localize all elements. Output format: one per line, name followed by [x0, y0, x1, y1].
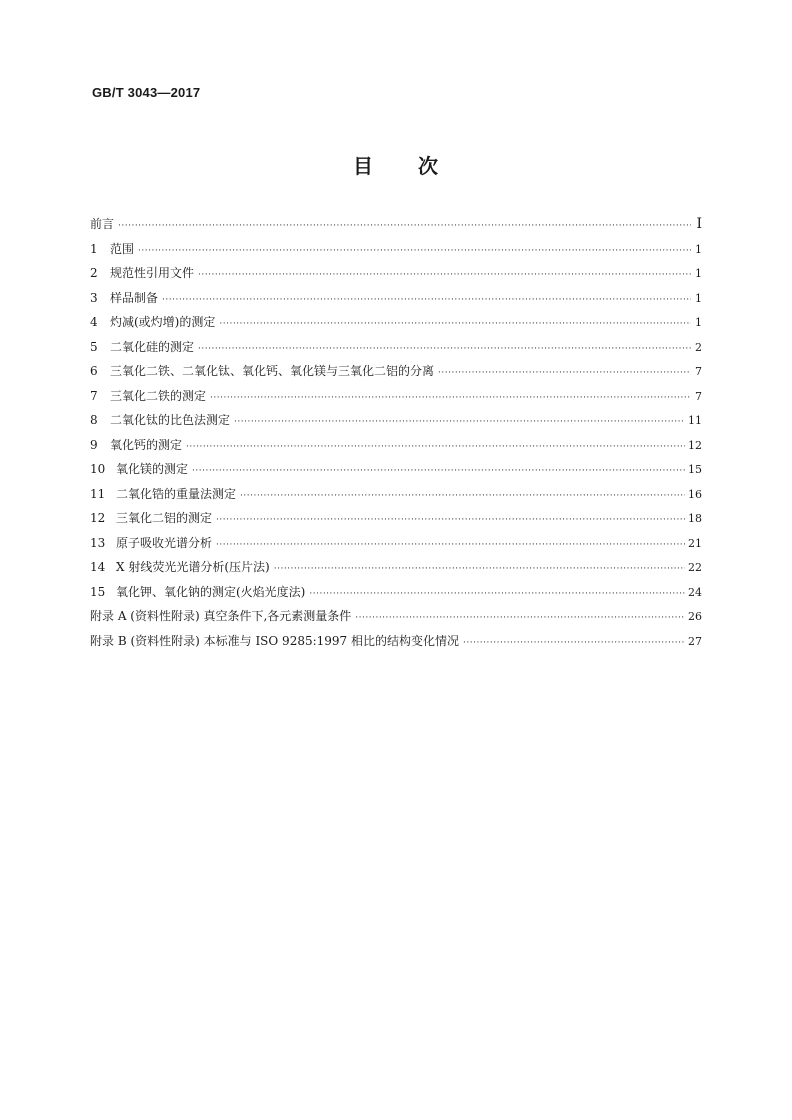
toc-entry-title — [90, 460, 188, 477]
toc-entry-title — [90, 485, 236, 502]
toc-leader-dots — [355, 613, 685, 623]
toc-entry-label: 三氧化二铁的测定 — [110, 388, 207, 403]
toc-entry-label: X 射线荧光光谱分析(压片法) — [116, 560, 270, 574]
toc-leader-dots — [240, 491, 685, 501]
toc-entry-page: 22 — [688, 561, 702, 574]
toc-entry-page: 1 — [695, 242, 702, 256]
toc-entry-label: 前言 — [90, 217, 115, 231]
toc-entry-label: 氧化钾、氧化钠的测定(火焰光度法) — [116, 584, 306, 599]
toc-entry-label: 氧化镁的测定 — [116, 462, 189, 476]
toc-entry-label: 氧化钙的测定 — [110, 437, 183, 452]
toc-entry-page: 21 — [688, 536, 702, 550]
toc-entry-number: 1 — [90, 241, 98, 256]
toc-entry-title — [90, 313, 215, 330]
standard-code: GB/T 3043—2017 — [92, 85, 201, 100]
toc-entry[interactable] — [90, 534, 702, 559]
toc-entry[interactable] — [90, 387, 702, 412]
toc-entry[interactable] — [90, 632, 702, 657]
toc-entry-number: 5 — [90, 339, 98, 354]
toc-leader-dots — [198, 270, 691, 280]
toc-leader-dots — [274, 564, 685, 574]
toc-entry-number: 14 — [90, 560, 106, 574]
toc-entry-page: 26 — [688, 610, 702, 623]
toc-entry-title — [90, 387, 206, 404]
toc-leader-dots — [309, 589, 685, 599]
toc-entry-label: 附录 B (资料性附录) 本标准与 ISO 9285:1997 相比的结构变化情况 — [90, 633, 459, 648]
toc-entry-page: 1 — [695, 316, 702, 329]
toc-entry[interactable] — [90, 558, 702, 583]
toc-entry-number: 12 — [90, 511, 106, 525]
toc-entry-label: 二氧化锆的重量法测定 — [116, 486, 237, 501]
toc-entry[interactable] — [90, 362, 702, 387]
toc-entry[interactable] — [90, 411, 702, 436]
toc-entry-label: 三氧化二铁、二氧化钛、氧化钙、氧化镁与三氧化二铝的分离 — [110, 364, 435, 378]
toc-entry-number: 11 — [90, 486, 106, 501]
toc-entry[interactable] — [90, 460, 702, 485]
toc-entry-label: 范围 — [110, 241, 135, 256]
toc-leader-dots — [186, 442, 685, 452]
toc-entry-label: 三氧化二铝的测定 — [116, 511, 213, 525]
toc-leader-dots — [138, 246, 691, 256]
toc-entry-page: 7 — [695, 365, 702, 378]
toc-entry-page: 15 — [688, 463, 702, 476]
table-of-contents — [90, 215, 702, 656]
toc-entry-number: 3 — [90, 290, 98, 305]
toc-leader-dots — [192, 466, 685, 476]
toc-entry-number: 2 — [90, 266, 98, 280]
toc-entry-number: 9 — [90, 437, 98, 452]
page-title-part1: 目 — [353, 154, 374, 178]
toc-entry[interactable] — [90, 485, 702, 510]
toc-entry-title — [90, 338, 194, 355]
toc-leader-dots — [210, 393, 691, 403]
toc-entry-page: 16 — [688, 487, 702, 501]
toc-entry-title — [90, 215, 114, 232]
toc-entry-label: 二氧化硅的测定 — [110, 339, 195, 354]
toc-entry-page: 2 — [695, 340, 702, 354]
toc-entry-title — [90, 240, 134, 257]
toc-entry-page: 24 — [688, 585, 702, 599]
toc-leader-dots — [162, 295, 691, 305]
toc-entry-title — [90, 558, 270, 575]
toc-entry-page: 1 — [695, 267, 702, 280]
toc-entry-page: 11 — [688, 414, 702, 427]
toc-entry-title — [90, 632, 459, 649]
toc-entry-title — [90, 509, 212, 526]
toc-entry-title — [90, 583, 305, 600]
toc-entry[interactable] — [90, 509, 702, 534]
toc-entry-label: 附录 A (资料性附录) 真空条件下,各元素测量条件 — [90, 609, 352, 623]
toc-entry[interactable] — [90, 215, 702, 240]
toc-entry-page: 12 — [688, 438, 702, 452]
toc-leader-dots — [438, 368, 691, 378]
toc-entry-number: 4 — [90, 315, 98, 329]
toc-entry-label: 灼减(或灼增)的测定 — [110, 315, 216, 329]
toc-entry[interactable] — [90, 583, 702, 608]
page-title — [0, 150, 792, 179]
toc-leader-dots — [234, 417, 685, 427]
toc-entry[interactable] — [90, 289, 702, 314]
toc-entry-number: 8 — [90, 413, 98, 427]
toc-entry-title — [90, 607, 351, 624]
toc-entry-page: 7 — [695, 389, 702, 403]
toc-entry-label: 规范性引用文件 — [110, 266, 195, 280]
toc-entry-title — [90, 411, 230, 428]
toc-entry[interactable] — [90, 436, 702, 461]
toc-entry-label: 样品制备 — [110, 290, 159, 305]
toc-entry-label: 二氧化钛的比色法测定 — [110, 413, 231, 427]
toc-entry-number: 15 — [90, 584, 106, 599]
toc-leader-dots — [216, 540, 685, 550]
toc-leader-dots — [198, 344, 691, 354]
toc-entry-number: 7 — [90, 388, 98, 403]
toc-entry-page: Ⅰ — [696, 216, 702, 232]
toc-entry-title — [90, 264, 194, 281]
toc-entry-title — [90, 436, 182, 453]
toc-entry-title — [90, 534, 212, 551]
toc-leader-dots — [219, 319, 691, 329]
toc-entry-page: 18 — [688, 512, 702, 525]
page-title-part2: 次 — [418, 154, 439, 178]
toc-entry[interactable] — [90, 338, 702, 363]
toc-entry[interactable] — [90, 313, 702, 338]
toc-leader-dots — [216, 515, 685, 525]
toc-entry-label: 原子吸收光谱分析 — [116, 535, 213, 550]
toc-entry[interactable] — [90, 240, 702, 265]
toc-leader-dots — [463, 638, 685, 648]
toc-entry-number: 13 — [90, 535, 106, 550]
toc-entry-page: 27 — [688, 634, 702, 648]
toc-leader-dots — [118, 221, 691, 231]
toc-entry-title — [90, 289, 158, 306]
toc-entry-number: 10 — [90, 462, 106, 476]
toc-entry[interactable] — [90, 607, 702, 632]
toc-entry-title — [90, 362, 434, 379]
toc-entry-number: 6 — [90, 364, 98, 378]
toc-entry[interactable] — [90, 264, 702, 289]
toc-entry-page: 1 — [695, 291, 702, 305]
